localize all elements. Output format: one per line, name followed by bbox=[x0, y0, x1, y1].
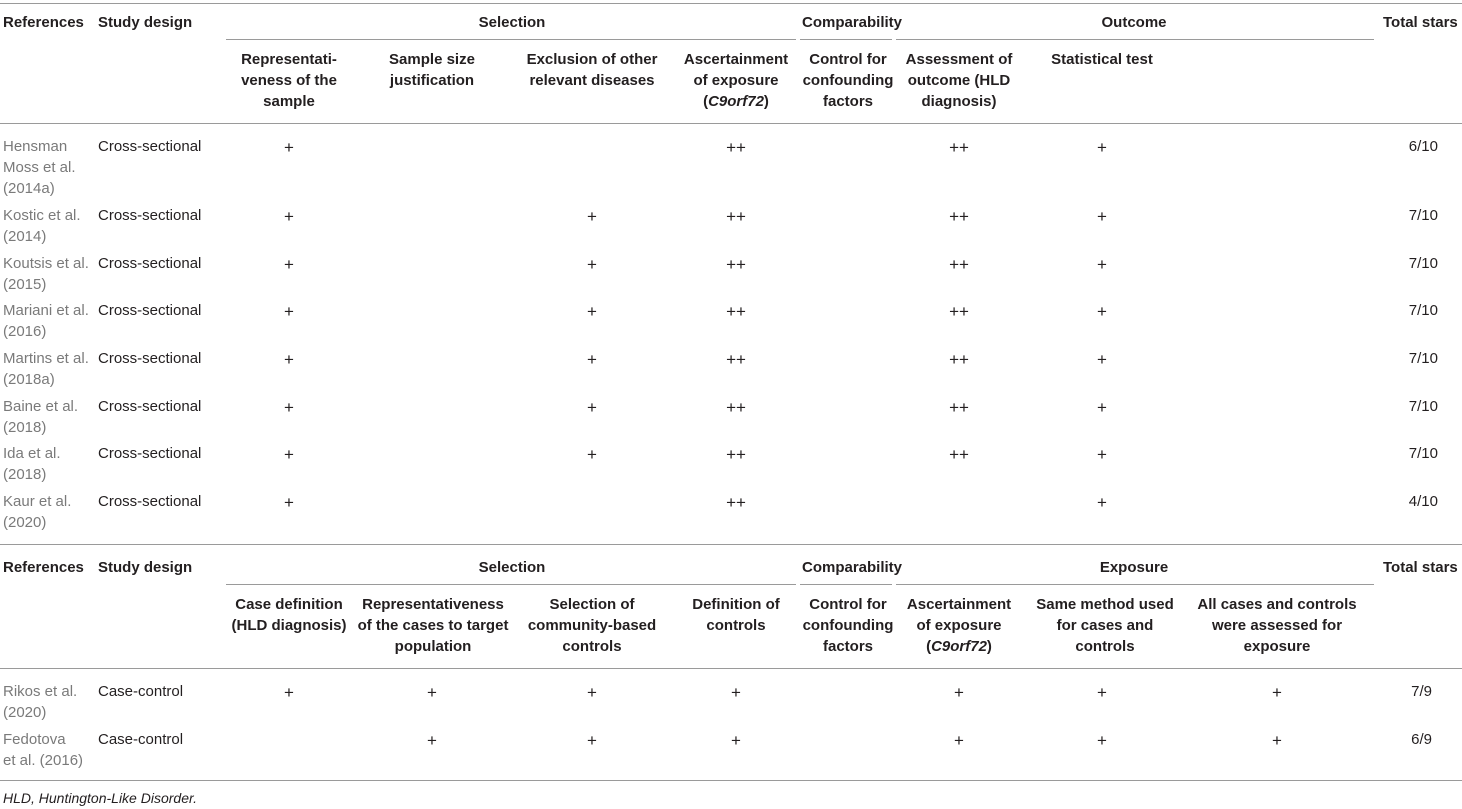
table-bottom-rule bbox=[0, 780, 1462, 781]
score-mark: ++ bbox=[949, 445, 969, 464]
header-total-stars: Total stars bbox=[1383, 14, 1458, 31]
score-mark: ++ bbox=[726, 350, 746, 369]
subheader-same-method: Same method used for cases and controls bbox=[1036, 596, 1174, 655]
score-mark: + bbox=[284, 255, 294, 274]
selection-group-rule bbox=[226, 39, 796, 40]
score-mark: ++ bbox=[726, 445, 746, 464]
total-stars-cell: 7/10 bbox=[1408, 207, 1438, 224]
subheader-statistical: Statistical test bbox=[1051, 51, 1153, 68]
subheader-sample-size: Sample size justification bbox=[389, 51, 475, 89]
reference-line: (2020) bbox=[3, 704, 47, 721]
score-mark: + bbox=[1097, 731, 1107, 750]
score-mark: + bbox=[1097, 398, 1107, 417]
header-outcome: Outcome bbox=[1101, 14, 1167, 31]
score-mark: + bbox=[1097, 255, 1107, 274]
selection-group-rule-2 bbox=[226, 584, 796, 585]
table2-header-rule bbox=[0, 668, 1462, 669]
score-mark: ++ bbox=[949, 138, 969, 157]
table2-top-rule bbox=[0, 544, 1462, 545]
total-stars-cell: 6/9 bbox=[1411, 731, 1432, 748]
reference-line: (2018) bbox=[3, 466, 47, 483]
reference-line: Koutsis et al. bbox=[3, 255, 89, 272]
score-mark: + bbox=[954, 731, 964, 750]
header-comparability: Comparability bbox=[801, 14, 903, 31]
score-mark: + bbox=[587, 731, 597, 750]
score-mark: ++ bbox=[949, 398, 969, 417]
subheader-assessment: Assessment of outcome (HLD diagnosis) bbox=[905, 51, 1013, 110]
study-design-cell: Cross-sectional bbox=[98, 138, 202, 155]
score-mark: + bbox=[954, 683, 964, 702]
subheader-control-2: Control for confounding factors bbox=[802, 596, 894, 655]
score-mark: + bbox=[284, 350, 294, 369]
score-mark: + bbox=[427, 731, 437, 750]
score-mark: + bbox=[1272, 683, 1282, 702]
score-mark: + bbox=[731, 731, 741, 750]
reference-line: Martins et al. bbox=[3, 350, 89, 367]
reference-cell bbox=[3, 443, 61, 485]
score-mark: + bbox=[284, 207, 294, 226]
reference-line: (2014) bbox=[3, 228, 47, 245]
reference-cell bbox=[3, 205, 81, 247]
reference-line: (2020) bbox=[3, 514, 47, 531]
total-stars-cell: 7/10 bbox=[1408, 398, 1438, 415]
comparability-group-rule-2 bbox=[800, 584, 892, 585]
reference-line: (2016) bbox=[3, 323, 47, 340]
reference-line: Ida et al. bbox=[3, 445, 61, 462]
score-mark: ++ bbox=[726, 302, 746, 321]
reference-line: Fedotova bbox=[3, 731, 66, 748]
reference-line: Hensman bbox=[3, 138, 68, 155]
score-mark: + bbox=[1097, 493, 1107, 512]
subheader-control: Control for confounding factors bbox=[802, 51, 894, 110]
header-comparability-2: Comparability bbox=[801, 559, 903, 576]
score-mark: ++ bbox=[949, 207, 969, 226]
score-mark: ++ bbox=[949, 302, 969, 321]
table1-header-rule bbox=[0, 123, 1462, 124]
reference-cell bbox=[3, 253, 89, 295]
reference-cell bbox=[3, 348, 89, 390]
score-mark: + bbox=[587, 255, 597, 274]
subheader-ascertainment-2: Ascertainment of exposure (C9orf72) bbox=[906, 596, 1012, 655]
score-mark: + bbox=[587, 683, 597, 702]
score-mark: ++ bbox=[726, 138, 746, 157]
score-mark: + bbox=[587, 207, 597, 226]
header-selection: Selection bbox=[478, 14, 546, 31]
score-mark: + bbox=[731, 683, 741, 702]
subheader-case-definition: Case definition (HLD diagnosis) bbox=[231, 596, 347, 634]
subheader-ascertainment: Ascertainment of exposure (C9orf72) bbox=[683, 51, 789, 110]
subheader-exclusion: Exclusion of other relevant diseases bbox=[526, 51, 658, 89]
reference-line: Rikos et al. bbox=[3, 683, 78, 700]
total-stars-cell: 7/10 bbox=[1408, 445, 1438, 462]
reference-line: (2014a) bbox=[3, 180, 55, 197]
reference-cell bbox=[3, 729, 83, 771]
total-stars-cell: 7/10 bbox=[1408, 302, 1438, 319]
score-mark: + bbox=[284, 138, 294, 157]
reference-line: (2018a) bbox=[3, 371, 55, 388]
footnote: HLD, Huntington-Like Disorder. bbox=[3, 790, 198, 806]
score-mark: ++ bbox=[949, 255, 969, 274]
total-stars-cell: 6/10 bbox=[1408, 138, 1438, 155]
study-design-cell: Cross-sectional bbox=[98, 445, 202, 462]
score-mark: + bbox=[1097, 207, 1107, 226]
subheader-selection-controls: Selection of community-based controls bbox=[527, 596, 657, 655]
study-design-cell: Cross-sectional bbox=[98, 350, 202, 367]
subheader-representativeness-2: Representativeness of the cases to target population bbox=[357, 596, 509, 655]
score-mark: ++ bbox=[726, 207, 746, 226]
score-mark: + bbox=[1097, 683, 1107, 702]
study-design-cell: Cross-sectional bbox=[98, 302, 202, 319]
study-design-cell: Case-control bbox=[98, 683, 184, 700]
total-stars-cell: 7/10 bbox=[1408, 350, 1438, 367]
header-study-design-2: Study design bbox=[98, 559, 193, 576]
score-mark: + bbox=[284, 302, 294, 321]
score-mark: + bbox=[587, 350, 597, 369]
score-mark: + bbox=[1097, 445, 1107, 464]
study-design-cell: Cross-sectional bbox=[98, 493, 202, 510]
outcome-group-rule bbox=[896, 39, 1374, 40]
subheader-representativeness: Representati- veness of the sample bbox=[241, 51, 337, 110]
score-mark: ++ bbox=[726, 493, 746, 512]
reference-line: et al. (2016) bbox=[3, 752, 84, 769]
score-mark: + bbox=[587, 302, 597, 321]
reference-line: (2018) bbox=[3, 419, 47, 436]
score-mark: + bbox=[587, 445, 597, 464]
score-mark: ++ bbox=[726, 255, 746, 274]
total-stars-cell: 4/10 bbox=[1408, 493, 1438, 510]
score-mark: + bbox=[284, 683, 294, 702]
total-stars-cell: 7/10 bbox=[1408, 255, 1438, 272]
score-mark: + bbox=[1272, 731, 1282, 750]
header-references: References bbox=[3, 14, 84, 31]
header-selection-2: Selection bbox=[478, 559, 546, 576]
score-mark: + bbox=[587, 398, 597, 417]
exposure-group-rule-2 bbox=[896, 584, 1374, 585]
score-mark: ++ bbox=[949, 350, 969, 369]
reference-cell bbox=[3, 491, 71, 533]
score-mark: + bbox=[1097, 350, 1107, 369]
reference-line: (2015) bbox=[3, 276, 47, 293]
comparability-group-rule bbox=[800, 39, 892, 40]
study-design-cell: Cross-sectional bbox=[98, 398, 202, 415]
reference-cell bbox=[3, 136, 76, 199]
reference-cell bbox=[3, 681, 77, 723]
study-design-cell: Case-control bbox=[98, 731, 184, 748]
score-mark: + bbox=[284, 445, 294, 464]
reference-line: Baine et al. bbox=[3, 398, 79, 415]
score-mark: + bbox=[1097, 138, 1107, 157]
reference-line: Kaur et al. bbox=[3, 493, 72, 510]
total-stars-cell: 7/9 bbox=[1411, 683, 1432, 700]
reference-line: Moss et al. bbox=[3, 159, 76, 176]
score-mark: ++ bbox=[726, 398, 746, 417]
score-mark: + bbox=[1097, 302, 1107, 321]
reference-line: Kostic et al. bbox=[3, 207, 81, 224]
score-mark: + bbox=[427, 683, 437, 702]
reference-cell bbox=[3, 300, 89, 342]
header-total-stars-2: Total stars bbox=[1383, 559, 1458, 576]
study-design-cell: Cross-sectional bbox=[98, 255, 202, 272]
table1-top-rule bbox=[0, 3, 1462, 4]
subheader-all-cases: All cases and controls were assessed for exposure bbox=[1197, 596, 1357, 655]
subheader-definition-controls: Definition of controls bbox=[692, 596, 780, 634]
reference-line: Mariani et al. bbox=[3, 302, 89, 319]
header-references-2: References bbox=[3, 559, 84, 576]
score-mark: + bbox=[284, 493, 294, 512]
header-study-design: Study design bbox=[98, 14, 193, 31]
score-mark: + bbox=[284, 398, 294, 417]
study-design-cell: Cross-sectional bbox=[98, 207, 202, 224]
header-exposure-2: Exposure bbox=[1099, 559, 1169, 576]
reference-cell bbox=[3, 396, 78, 438]
